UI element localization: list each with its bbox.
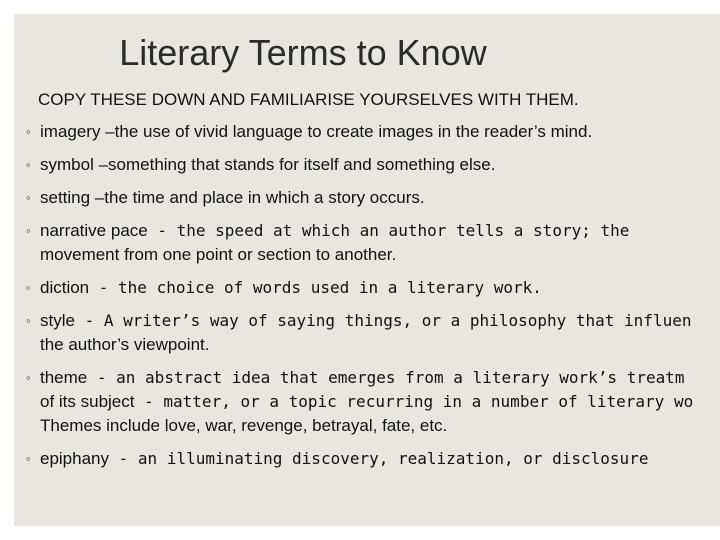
bullet-icon: ◦	[26, 223, 31, 238]
item-text: imagery –the use of vivid language to create images in the reader’s mind.	[40, 122, 593, 141]
item-continuation: the author’s viewpoint.	[40, 335, 210, 354]
item-text	[40, 309, 691, 333]
definition: - an illuminating discovery, realization, or disclosure	[109, 449, 649, 468]
item-text: symbol –something that stands for itself and something else.	[40, 155, 496, 174]
definition: - an abstract idea that emerges from a literary work’s treatm	[87, 368, 685, 387]
slide	[14, 14, 720, 526]
continuation-text: of its subject	[40, 392, 135, 411]
item-text: setting –the time and place in which a story occurs.	[40, 188, 425, 207]
bullet-icon: ◦	[26, 124, 31, 139]
continuation-mono: - matter, or a topic recurring in a number of literary wo	[134, 392, 694, 411]
bullet-icon: ◦	[26, 280, 31, 295]
definition: - A writer’s way of saying things, or a philosophy that influen	[74, 311, 692, 330]
bullet-icon: ◦	[26, 451, 31, 466]
term: style	[40, 311, 75, 330]
definition: - the speed at which an author tells a story; the	[147, 221, 630, 240]
item-continuation-2: Themes include love, war, revenge, betrayal, fate, etc.	[40, 416, 448, 435]
bullet-icon: ◦	[26, 190, 31, 205]
term: epiphany	[40, 449, 110, 468]
definition: - the choice of words used in a literary work.	[89, 278, 542, 297]
term: theme	[40, 368, 88, 387]
item-text	[40, 276, 542, 300]
bullet-icon: ◦	[26, 313, 31, 328]
term: diction	[40, 278, 90, 297]
page-title: Literary Terms to Know	[119, 32, 487, 73]
item-continuation: movement from one point or section to another.	[40, 245, 397, 264]
term: narrative pace	[40, 221, 148, 240]
item-continuation	[40, 390, 693, 414]
item-text	[40, 366, 684, 390]
bullet-icon: ◦	[26, 370, 31, 385]
bullet-icon: ◦	[26, 157, 31, 172]
item-text	[40, 447, 648, 471]
item-text	[40, 219, 629, 243]
subtitle: COPY THESE DOWN AND FAMILIARISE YOURSELVES WITH THEM.	[38, 90, 579, 109]
